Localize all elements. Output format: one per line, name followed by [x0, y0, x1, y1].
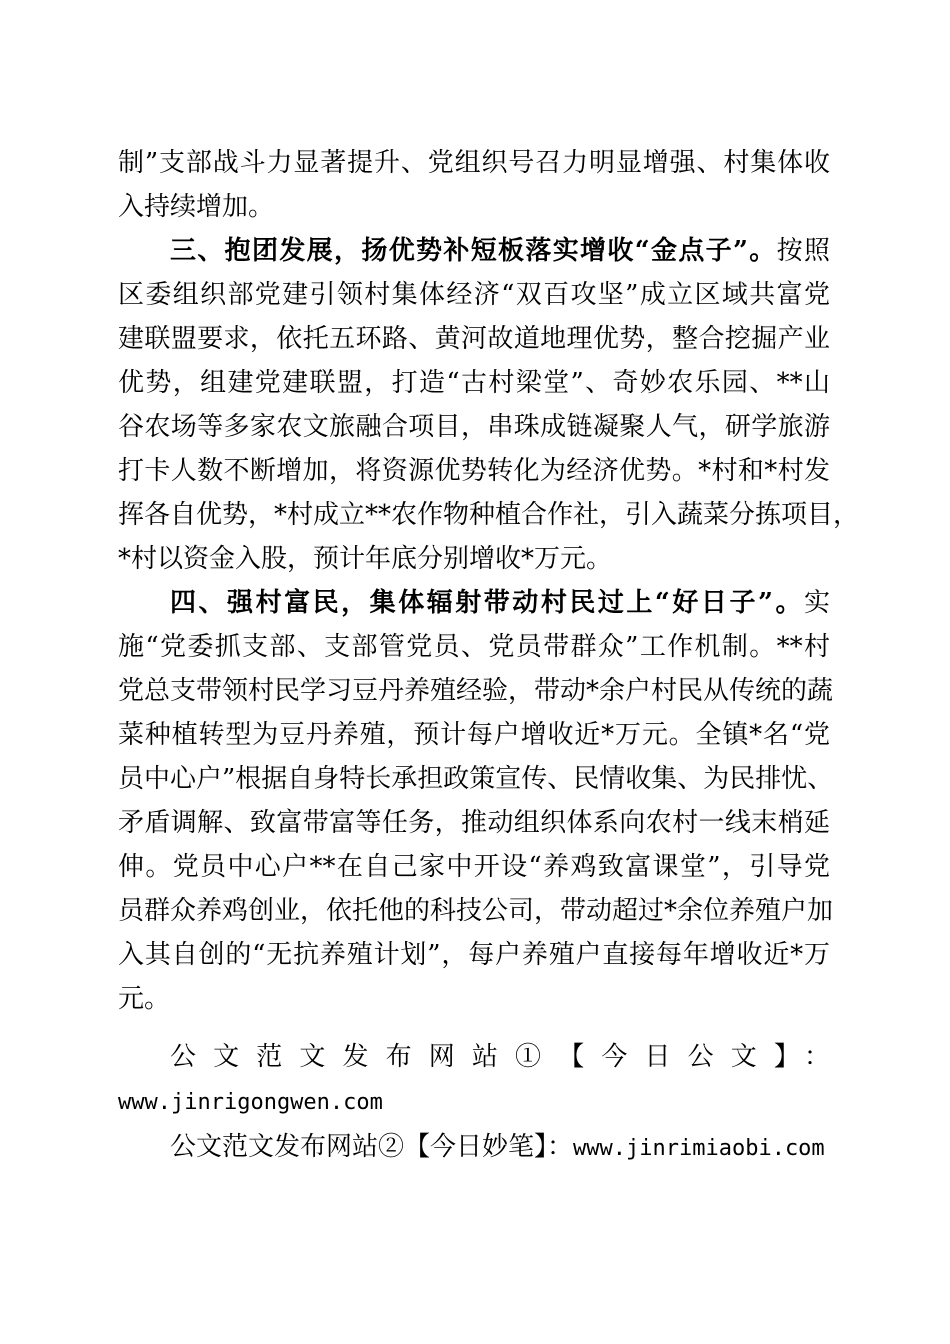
section-three-heading: 三、抱团发展，扬优势补短板落实增收“金点子”。 — [170, 236, 777, 266]
paragraph-line: 元。 — [118, 984, 171, 1014]
section-four-heading: 四、强村富民，集体辐射带动村民过上“好日子”。 — [170, 588, 804, 618]
footer-site2-url[interactable]: www.jinrimiaobi.com — [573, 1136, 825, 1161]
paragraph-line: 区委组织部党建引领村集体经济“双百攻坚”成立区域共富党 — [118, 280, 830, 310]
paragraph-line: 建联盟要求，依托五环路、黄河故道地理优势，整合挖掘产业 — [118, 324, 830, 354]
paragraph-line: 入持续增加。 — [118, 192, 275, 222]
paragraph-line: 员中心户”根据自身特长承担政策宣传、民情收集、为民排忧、 — [118, 764, 834, 794]
paragraph-line: 挥各自优势，*村成立**农作物种植合作社，引入蔬菜分拣项目， — [118, 500, 860, 530]
footer-site2-label: 公文范文发布网站②【今日妙笔】： — [170, 1132, 574, 1162]
paragraph-line: 打卡人数不断增加，将资源优势转化为经济优势。*村和*村发 — [118, 456, 830, 486]
section-four-lead: 实 — [803, 588, 830, 618]
paragraph-line: 菜种植转型为豆丹养殖，预计每户增收近*万元。全镇*名“党 — [118, 720, 830, 750]
paragraph-line: 制”支部战斗力显著提升、党组织号召力明显增强、村集体收 — [118, 148, 830, 178]
paragraph-line: 伸。党员中心户**在自己家中开设“养鸡致富课堂”，引导党 — [118, 852, 830, 882]
paragraph-line: *村以资金入股，预计年底分别增收*万元。 — [118, 544, 613, 574]
paragraph-line: 矛盾调解、致富带富等任务，推动组织体系向农村一线末梢延 — [118, 808, 830, 838]
paragraph-line: 优势，组建党建联盟，打造“古村梁堂”、奇妙农乐园、**山 — [118, 368, 830, 398]
paragraph-line: 入其自创的“无抗养殖计划”，每户养殖户直接每年增收近*万 — [118, 940, 830, 970]
footer-site2 — [170, 1125, 830, 1169]
section-four-line — [170, 581, 830, 625]
paragraph-line: 谷农场等多家农文旅融合项目，串珠成链凝聚人气，研学旅游 — [118, 412, 830, 442]
footer-site1-label: 公文范文发布网站①【今日公文】： — [170, 1042, 830, 1072]
paragraph-line: 员群众养鸡创业，依托他的科技公司，带动超过*余位养殖户加 — [118, 896, 834, 926]
section-three-line — [170, 229, 830, 273]
footer-site1-url[interactable]: www.jinrigongwen.com — [118, 1090, 383, 1115]
section-three-lead: 按照 — [776, 236, 830, 266]
paragraph-line: 党总支带领村民学习豆丹养殖经验，带动*余户村民从传统的蔬 — [118, 676, 834, 706]
paragraph-line: 施“党委抓支部、支部管党员、党员带群众”工作机制。**村 — [118, 632, 830, 662]
